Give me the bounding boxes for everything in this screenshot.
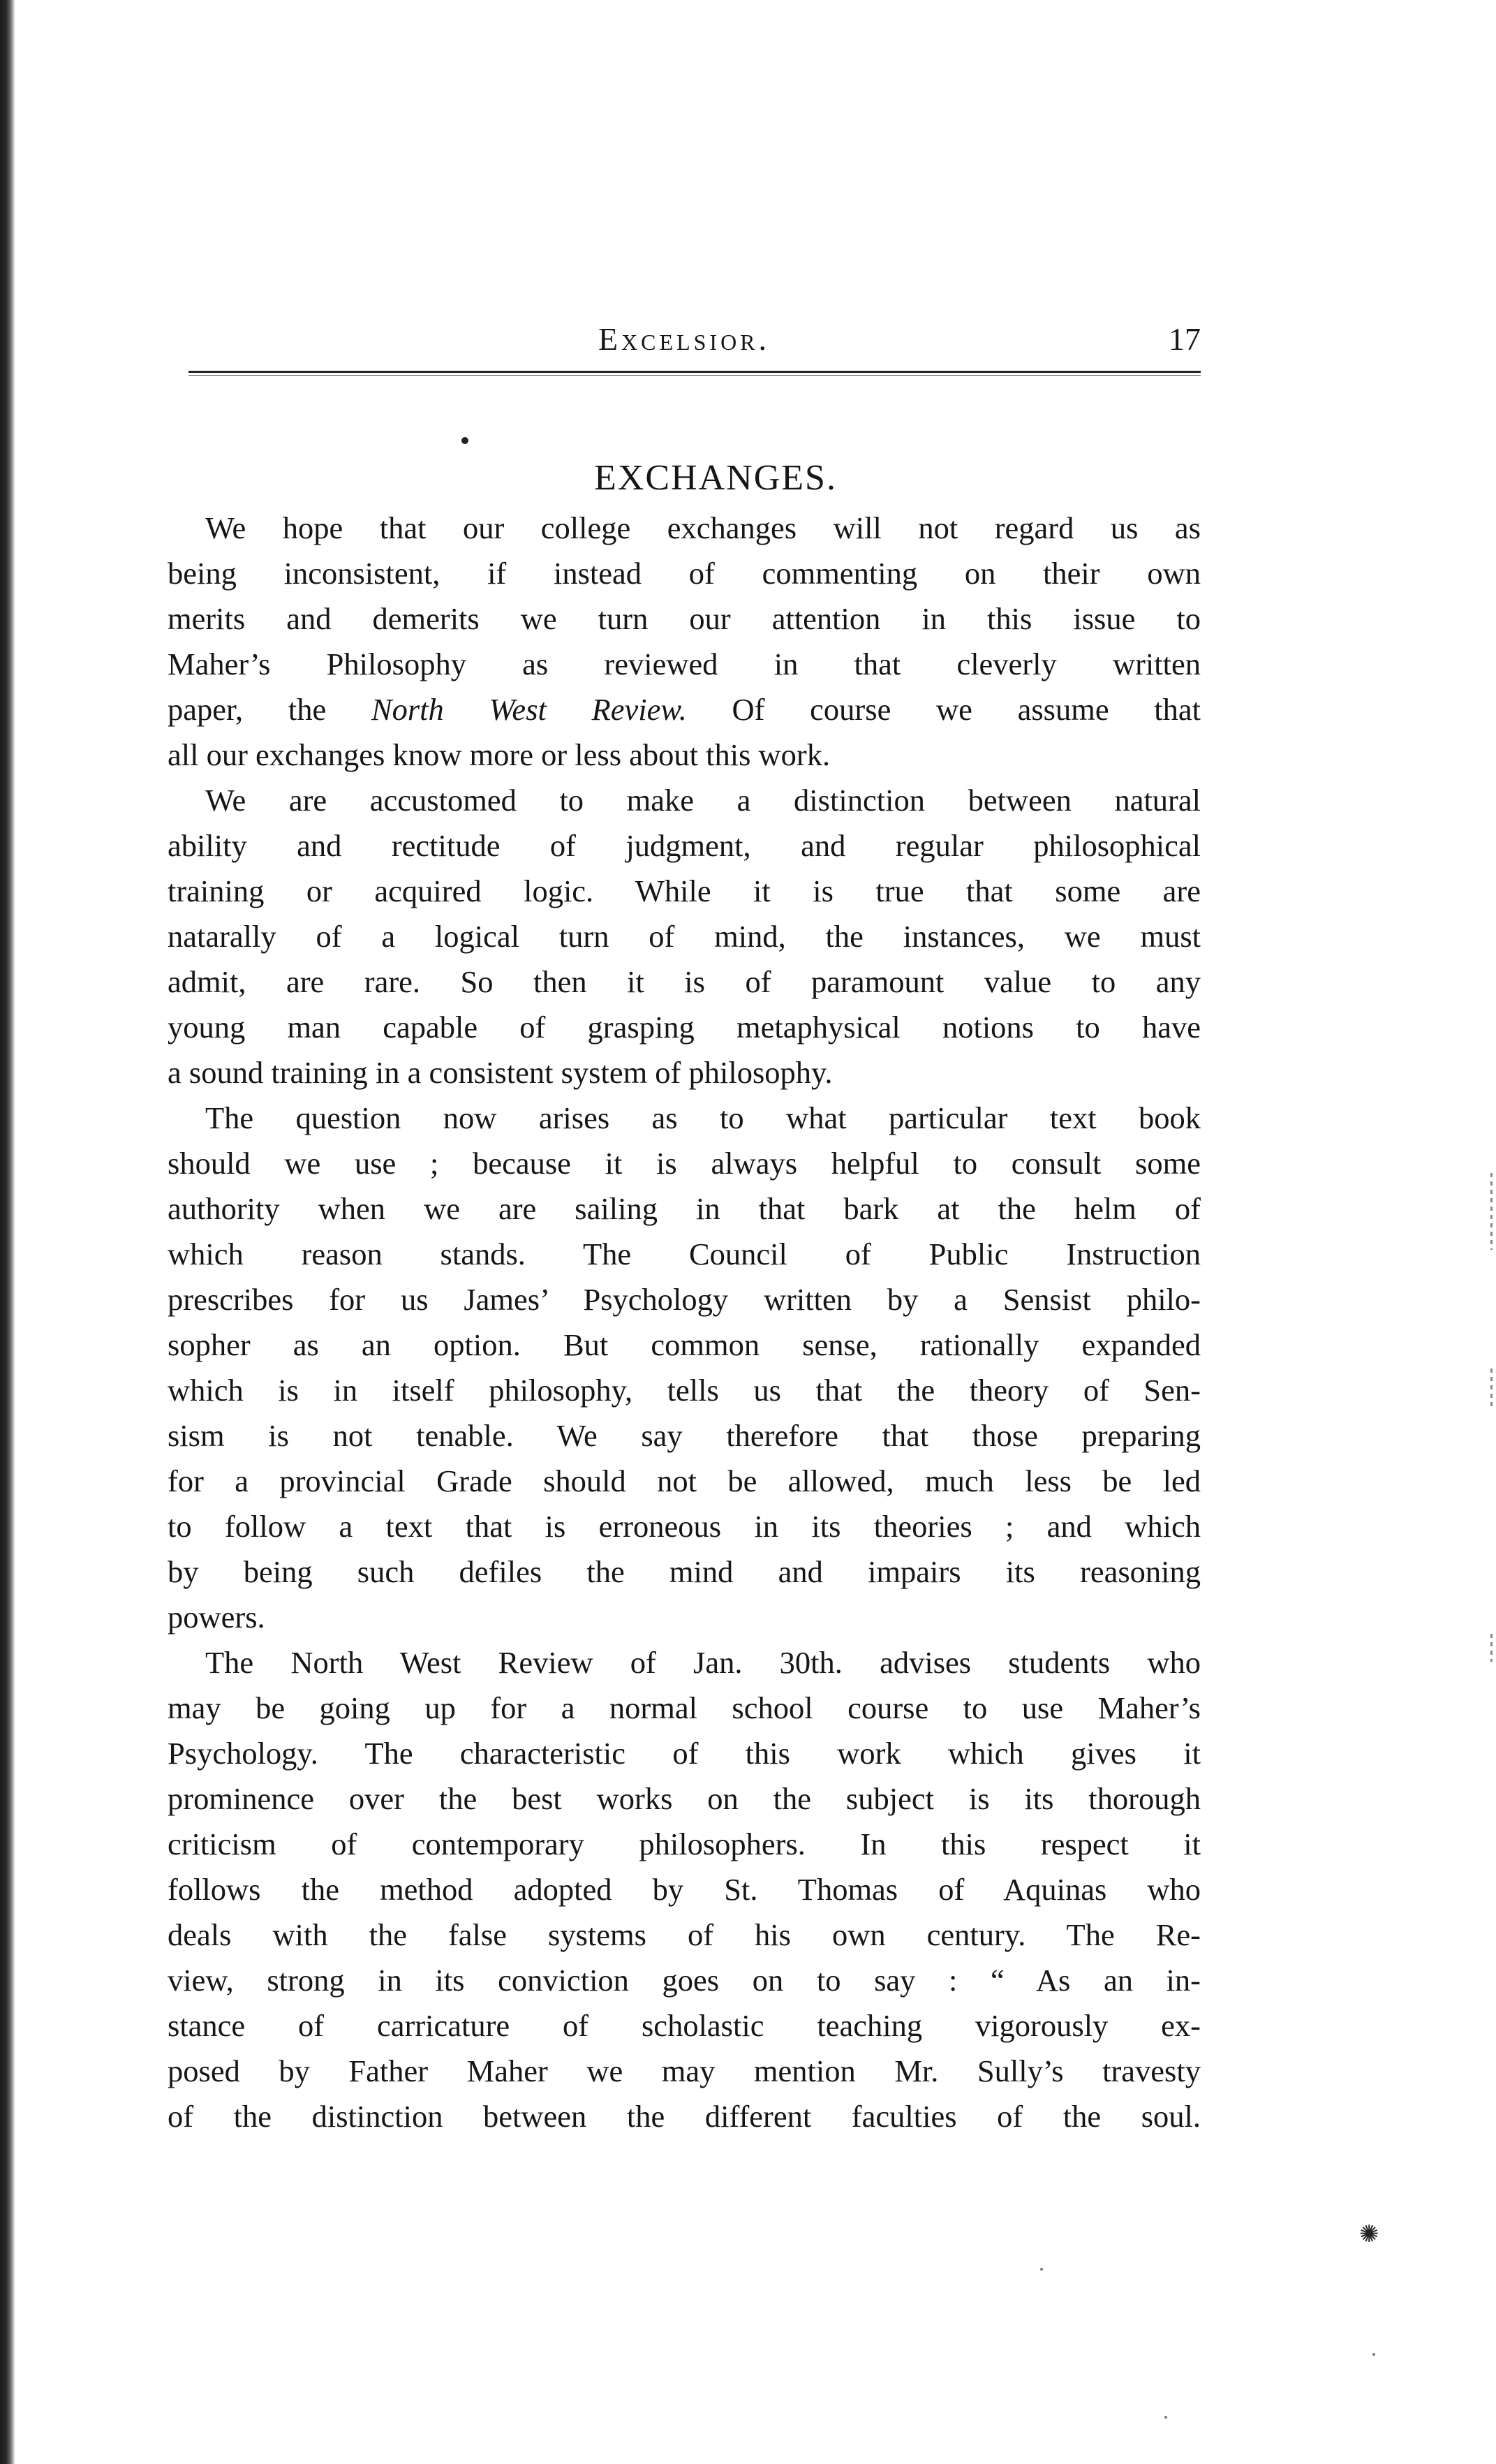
text-line: to follow a text that is erroneous in its theories ; and which [168,1509,1201,1544]
paragraph-2 [168,778,1201,1095]
header-rule-thin [188,375,1201,376]
text-line: We hope that our college exchanges will not regard us as [205,510,1201,545]
running-head [168,304,1201,367]
scan-speck [1372,2353,1375,2356]
text-line: We are accustomed to make a distinction between natural [205,783,1201,818]
text-line: may be going up for a normal school course to use Maher’s [168,1690,1201,1725]
text-line: stance of carricature of scholastic teaching vigorously ex- [168,2008,1201,2043]
text-line: criticism of contemporary philosophers. In this respect it [168,1827,1201,1861]
text-line: Maher’s Philosophy as reviewed in that cleverly written [168,647,1201,681]
text-line: follows the method adopted by St. Thomas of Aquinas who [168,1872,1201,1907]
text-line: admit, are rare. So then it is of paramount value to any [168,964,1201,999]
text-line: a sound training in a consistent system of philosophy. [168,1055,833,1090]
text-line: by being such defiles the mind and impairs its reasoning [168,1554,1201,1589]
text-line: should we use ; because it is always helpful to consult some [168,1146,1201,1181]
text-line: training or acquired logic. While it is true that some are [168,873,1201,908]
printer-ornament-icon: ✺ [1359,2222,1379,2248]
scan-margin-marks [1490,1634,1493,1662]
article-body [168,506,1201,2139]
text-line: young man capable of grasping metaphysical notions to have [168,1010,1201,1045]
scan-speck [1164,2416,1167,2419]
paragraph-1 [168,506,1201,778]
text-line: authority when we are sailing in that bark at the helm of [168,1191,1201,1226]
text-line: sopher as an option. But common sense, rationally expanded [168,1327,1201,1362]
text-line: prominence over the best works on the subject is its thorough [168,1781,1201,1816]
text-line: of the distinction between the different faculties of the soul. [168,2099,1201,2134]
text-line: which is in itself philosophy, tells us that the theory of Sen- [168,1373,1201,1408]
scan-margin-marks [1490,1369,1493,1410]
text-line: Psychology. The characteristic of this work which gives it [168,1736,1201,1771]
text-line: being inconsistent, if instead of commenting on their own [168,556,1201,591]
text-line: posed by Father Maher we may mention Mr. Sully’s travesty [168,2053,1201,2088]
section-title: EXCHANGES. [594,458,837,498]
header-rule [188,371,1201,373]
text-line: deals with the false systems of his own century. The Re- [168,1917,1201,1952]
running-title: Excelsior. [598,321,771,357]
text-line: The North West Review of Jan. 30th. advises students who [205,1645,1201,1680]
scan-speck [1040,2268,1043,2271]
paragraph-4 [168,1640,1201,2139]
text-line-with-italic: paper, the North West Review. Of course we assume that [168,692,1201,727]
page-number: 17 [1169,321,1201,357]
text-line: natarally of a logical turn of mind, the instances, we must [168,919,1201,954]
ornament-dot [461,437,468,444]
text-line: ability and rectitude of judgment, and regular philosophical [168,828,1201,863]
book-binding-edge [0,0,15,2464]
scan-margin-marks [1490,1173,1493,1250]
paragraph-3 [168,1095,1201,1640]
text-line: for a provincial Grade should not be allowed, much less be led [168,1463,1201,1498]
text-line: The question now arises as to what particular text book [205,1100,1201,1135]
text-line: all our exchanges know more or less about this work. [168,737,831,772]
text-line: view, strong in its conviction goes on to say : “ As an in- [168,1963,1201,1998]
paper-name-italic: North West Review. [371,692,687,727]
text-line: which reason stands. The Council of Public Instruction [168,1237,1201,1271]
text-line: sism is not tenable. We say therefore that those preparing [168,1418,1201,1453]
text-line: powers. [168,1600,265,1635]
book-page [168,304,1201,2139]
text-line: prescribes for us James’ Psychology written by a Sensist philo- [168,1282,1201,1317]
text-line: merits and demerits we turn our attention in this issue to [168,601,1201,636]
